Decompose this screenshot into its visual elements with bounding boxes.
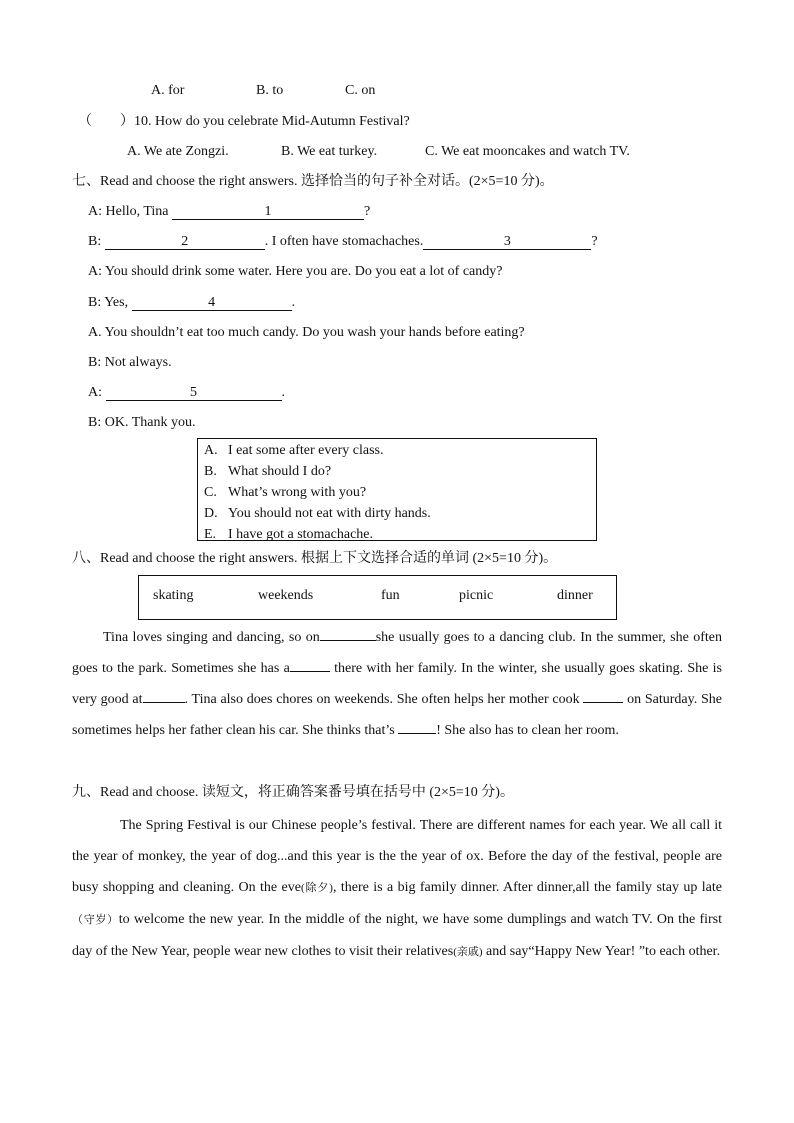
- dialogue-line-5: A. You shouldn’t eat too much candy. Do you wash your hands before eating?: [88, 325, 525, 340]
- section7-heading: 七、Read and choose the right answers. 选择恰当的句子补全对话。(2×5=10 分)。: [72, 174, 554, 189]
- answer-blank-3[interactable]: 3: [423, 234, 591, 250]
- q9-options: [151, 82, 375, 100]
- cloze-blank[interactable]: [398, 718, 436, 734]
- dialogue-line-6: B: Not always.: [88, 355, 172, 370]
- dialogue-line-2: B: 2 . I often have stomachaches. 3 ?: [88, 234, 598, 249]
- q10-option-c: C. We eat mooncakes and watch TV.: [425, 144, 630, 159]
- sentence-option: E. I have got a stomachache.: [204, 527, 373, 542]
- q10-option-b: B. We eat turkey.: [281, 144, 378, 159]
- reading-passage: The Spring Festival is our Chinese people’s festival. There are different names for each year. We all call it the year of monkey, the year of dog...and this year is the the year of ox. Before the day of the festival, people are busy shopping and cleaning. On the eve(除夕), there is a big family dinner. After dinner,all the family stay up late（守岁）to welcome the new year. In the middle of the night, we have some dumplings and watch TV. On the first day of the New Year, people wear new clothes to visit their relatives(亲戚) and say“Happy New Year! ”to each other.: [72, 818, 723, 959]
- cloze-passage: Tina loves singing and dancing, so on she usually goes to a dancing club. In the summer, she often goes to the park. Sometimes she has a there with her family. In the winter, she usually goes skating. She is very good at . Tina also does chores on weekends. She often helps her mother cook on Saturday. She sometimes helps her father clean his car. She thinks that’s ! She also has to clean her room.: [72, 622, 722, 746]
- sentence-option: A. I eat some after every class.: [204, 443, 384, 458]
- q9-option-c: C. on: [345, 83, 376, 98]
- answer-blank-5[interactable]: 5: [106, 385, 282, 401]
- word-bank-item: weekends: [258, 588, 314, 603]
- answer-blank-1[interactable]: 1: [172, 204, 364, 220]
- sentence-options-box: [197, 438, 597, 541]
- word-bank-item: picnic: [459, 588, 494, 603]
- q10-text: 10. How do you celebrate Mid-Autumn Festival?: [134, 114, 410, 129]
- chinese-note: （守岁）: [72, 914, 119, 926]
- chinese-note: (除夕): [300, 882, 333, 894]
- q10-option-a: A. We ate Zongzi.: [127, 144, 229, 159]
- dialogue-line-8: B: OK. Thank you.: [88, 415, 196, 430]
- cloze-blank[interactable]: [320, 625, 376, 641]
- cloze-blank[interactable]: [583, 687, 623, 703]
- word-bank-item: fun: [381, 588, 400, 603]
- answer-paren[interactable]: （ ）: [78, 114, 134, 129]
- answer-blank-4[interactable]: 4: [132, 295, 292, 311]
- word-bank-box: [138, 575, 617, 620]
- sentence-option: B. What should I do?: [204, 464, 332, 479]
- dialogue-line-1: A: Hello, Tina 1 ?: [88, 204, 371, 219]
- dialogue-line-3: A: You should drink some water. Here you are. Do you eat a lot of candy?: [88, 264, 503, 279]
- q10-options: [127, 143, 630, 161]
- dialogue-line-7: A: 5 .: [88, 385, 285, 400]
- q10-question: [78, 113, 410, 131]
- q9-option-a: A. for: [151, 83, 185, 98]
- sentence-option: D. You should not eat with dirty hands.: [204, 506, 431, 521]
- cloze-blank[interactable]: [290, 656, 330, 672]
- word-bank-item: dinner: [557, 588, 593, 603]
- section8-heading: 八、Read and choose the right answers. 根据上下文选择合适的单词 (2×5=10 分)。: [72, 551, 558, 566]
- sentence-option: C. What’s wrong with you?: [204, 485, 367, 500]
- answer-blank-2[interactable]: 2: [105, 234, 265, 250]
- cloze-blank[interactable]: [143, 687, 185, 703]
- chinese-note: (亲戚): [453, 946, 483, 958]
- section9-heading: 九、Read and choose. 读短文，将正确答案番号填在括号中 (2×5=10 分)。: [72, 785, 514, 800]
- word-bank-item: skating: [153, 588, 194, 603]
- q9-option-b: B. to: [256, 83, 284, 98]
- dialogue-line-4: B: Yes, 4 .: [88, 295, 296, 310]
